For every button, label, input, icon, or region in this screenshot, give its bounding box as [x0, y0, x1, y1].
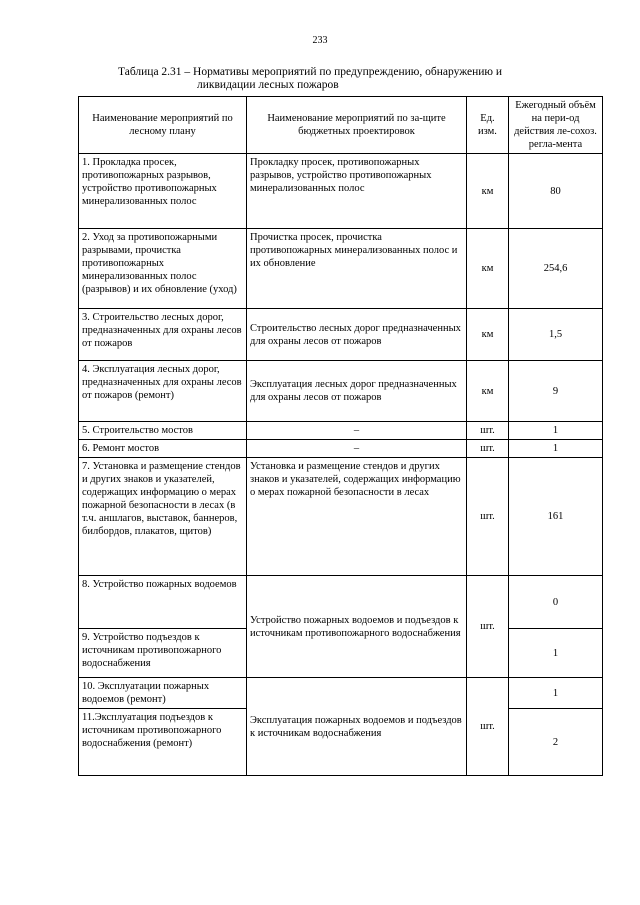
cell-budget: – [247, 440, 467, 458]
cell-volume: 2 [509, 709, 603, 776]
cell-unit: шт. [467, 422, 509, 440]
cell-volume: 1,5 [509, 309, 603, 361]
cell-plan: 5. Строительство мостов [79, 422, 247, 440]
cell-volume: 1 [509, 678, 603, 709]
header-plan-measures: Наименование мероприятий по лесному плану [79, 97, 247, 154]
table-row [79, 154, 603, 229]
cell-volume: 1 [509, 629, 603, 678]
cell-budget: Прокладку просек, противопожарных разрывов, устройство противопожарных минерализованных полос [247, 154, 467, 229]
cell-budget-merged: Эксплуатация пожарных водоемов и подъездов к источникам водоснабжения [247, 678, 467, 776]
cell-volume: 161 [509, 458, 603, 576]
cell-budget: Установка и размещение стендов и других знаков и указателей, содержащих информацию о мерах пожарной безопасности в лесах [247, 458, 467, 576]
table-row [79, 440, 603, 458]
cell-plan: 2. Уход за противопожарными разрывами, прочистка противопожарных минерализованных полос (разрывов) и их обновление (уход) [79, 229, 247, 309]
cell-unit: км [467, 154, 509, 229]
header-unit: Ед. изм. [467, 97, 509, 154]
table-caption [118, 66, 578, 92]
cell-plan: 1. Прокладка просек, противопожарных разрывов, устройство противопожарных минерализованных полос [79, 154, 247, 229]
cell-unit: км [467, 229, 509, 309]
table-caption-line-1: Таблица 2.31 – Нормативы мероприятий по предупреждению, обнаружению и [118, 66, 503, 78]
table-caption-line-2: ликвидации лесных пожаров [197, 79, 339, 91]
cell-plan: 3. Строительство лесных дорог, предназначенных для охраны лесов от пожаров [79, 309, 247, 361]
cell-plan: 10. Эксплуатации пожарных водоемов (ремонт) [79, 678, 247, 709]
cell-budget: – [247, 422, 467, 440]
cell-unit: шт. [467, 458, 509, 576]
cell-plan: 8. Устройство пожарных водоемов [79, 576, 247, 629]
table-row [79, 361, 603, 422]
table-row [79, 576, 603, 629]
cell-volume: 9 [509, 361, 603, 422]
table-header-row [79, 97, 603, 154]
cell-plan: 11.Эксплуатация подъездов к источникам противопожарного водоснабжения (ремонт) [79, 709, 247, 776]
cell-budget: Эксплуатация лесных дорог предназначенных для охраны лесов от пожаров [247, 361, 467, 422]
cell-plan: 7. Установка и размещение стендов и других знаков и указателей, содержащих информацию о мерах пожарной безопасности в лесах (в т.ч. аншлагов, выставок, баннеров, билбордов, плакатов, щитов) [79, 458, 247, 576]
cell-unit: км [467, 361, 509, 422]
table-row [79, 229, 603, 309]
header-budget-measures: Наименование мероприятий по за-щите бюджетных проектировок [247, 97, 467, 154]
table-row [79, 309, 603, 361]
cell-plan: 6. Ремонт мостов [79, 440, 247, 458]
cell-unit-merged: шт. [467, 678, 509, 776]
table-row [79, 422, 603, 440]
table-row [79, 458, 603, 576]
cell-volume: 0 [509, 576, 603, 629]
cell-volume: 1 [509, 422, 603, 440]
cell-volume: 80 [509, 154, 603, 229]
cell-unit: шт. [467, 440, 509, 458]
cell-plan: 9. Устройство подъездов к источникам противопожарного водоснабжения [79, 629, 247, 678]
cell-plan: 4. Эксплуатация лесных дорог, предназначенных для охраны лесов от пожаров (ремонт) [79, 361, 247, 422]
cell-budget: Прочистка просек, прочистка противопожарных минерализованных полос и их обновление [247, 229, 467, 309]
cell-unit: км [467, 309, 509, 361]
page-number: 233 [312, 35, 328, 46]
cell-volume: 1 [509, 440, 603, 458]
table-row [79, 678, 603, 709]
header-annual-volume: Ежегодный объём на пери-од действия ле-сохоз. регла-мента [509, 97, 603, 154]
cell-budget: Строительство лесных дорог предназначенных для охраны лесов от пожаров [247, 309, 467, 361]
cell-unit-merged: шт. [467, 576, 509, 678]
fire-measures-table [78, 96, 603, 776]
cell-volume: 254,6 [509, 229, 603, 309]
cell-budget-merged: Устройство пожарных водоемов и подъездов к источникам противопожарного водоснабжения [247, 576, 467, 678]
